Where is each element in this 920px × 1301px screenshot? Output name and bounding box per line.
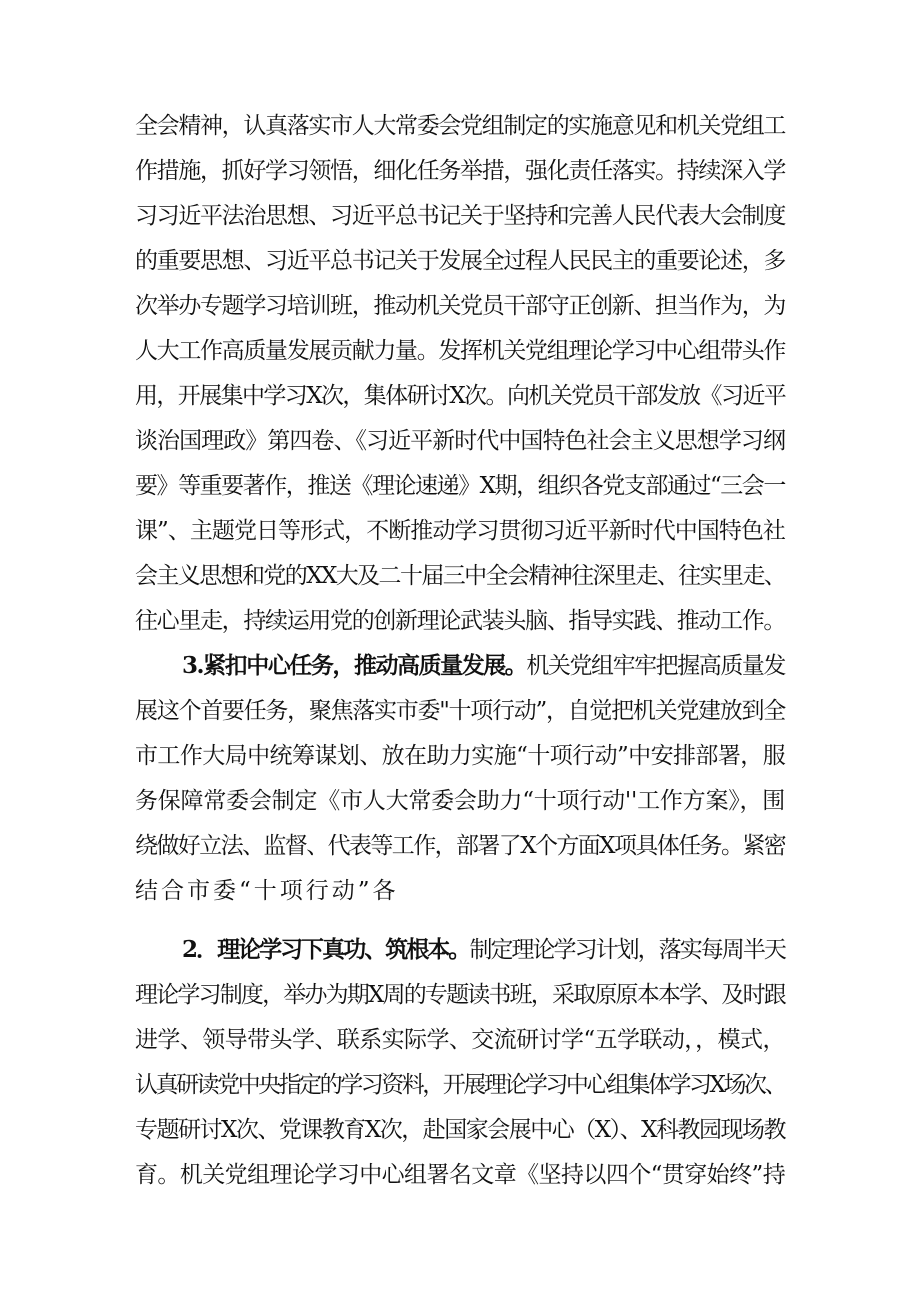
paragraph-1-line-9	[0, 464, 920, 508]
paragraph-3-line-2	[0, 973, 920, 1017]
line-text: 育。机关党组理论学习中心组署名文章《坚持以四个“贯穿始终”持	[135, 1162, 786, 1188]
line-text: 专题研讨X次、党课教育X次，赴国家会展中心（X）、X科教园现场教	[135, 1117, 785, 1143]
paragraph-1-line-12	[0, 599, 920, 643]
paragraph-1-line-11	[0, 554, 920, 598]
line-text: 要》等重要著作，推送《理论速递》X期，组织各党支部通过“三会一	[135, 473, 785, 499]
line-text: 谈治国理政》第四卷、《习近平新时代中国特色社会主义思想学习纲	[135, 428, 786, 454]
line-text: 认真研读党中央指定的学习资料，开展理论学习中心组集体学习X场次、	[135, 1072, 786, 1098]
paragraph-2-line-2	[0, 689, 920, 733]
section-heading-2: 2．理论学习下真功、筑根本。	[182, 936, 470, 963]
paragraph-3-line-5	[0, 1108, 920, 1152]
line-text: 机关党组牢牢把握高质量发	[526, 653, 785, 679]
line-text: 理论学习制度，举办为期X周的专题读书班，采取原原本本学、及时跟	[135, 982, 785, 1008]
paragraph-1-line-10	[0, 509, 920, 553]
paragraph-2-line-5	[0, 824, 920, 868]
line-text: 绕做好立法、监督、代表等工作，部署了X个方面X项具体任务。紧密	[135, 833, 786, 859]
paragraph-3-line-1	[0, 928, 920, 972]
line-text: 用，开展集中学习X次，集体研讨X次。向机关党员干部发放《习近平	[135, 383, 786, 409]
line-text: 进学、领导带头学、联系实际学、交流研讨学“五学联动，，模式，	[135, 1027, 785, 1053]
line-text: 的重要思想、习近平总书记关于发展全过程人民民主的重要论述，多	[135, 248, 786, 274]
paragraph-3-line-4	[0, 1063, 920, 1107]
line-text: 次举办专题学习培训班，推动机关党员干部守正创新、担当作为，为	[135, 293, 786, 319]
section-heading-3: 3.紧扣中心任务，推动高质量发展。	[182, 652, 527, 679]
line-text: 市工作大局中统筹谋划、放在助力实施“十项行动”中安排部署，服	[135, 743, 786, 769]
paragraph-1-line-6	[0, 329, 920, 373]
paragraph-1-line-2	[0, 149, 920, 193]
paragraph-1-line-8	[0, 419, 920, 463]
line-text: 全会精神，认真落实市人大常委会党组制定的实施意见和机关党组工	[135, 113, 786, 139]
line-text: 人大工作高质量发展贡献力量。发挥机关党组理论学习中心组带头作	[135, 338, 786, 364]
paragraph-1-line-7	[0, 374, 920, 418]
paragraph-1-line-5	[0, 284, 920, 328]
paragraph-2-line-6	[0, 869, 920, 913]
paragraph-2-line-4	[0, 779, 920, 823]
line-text: 务保障常委会制定《市人大常委会助力“十项行动''工作方案》，围	[135, 788, 786, 814]
paragraph-1-line-3	[0, 194, 920, 238]
line-text: 制定理论学习计划，落实每周半天	[469, 937, 785, 963]
paragraph-3-line-6	[0, 1153, 920, 1197]
line-text: 往心里走，持续运用党的创新理论武装头脑、指导实践、推动工作。	[135, 608, 786, 634]
line-text: 课”、主题党日等形式，不断推动学习贯彻习近平新时代中国特色社	[135, 518, 785, 544]
paragraph-1-line-4	[0, 239, 920, 283]
line-text: 展这个首要任务，聚焦落实市委"十项行动”，自觉把机关党建放到全	[135, 698, 785, 724]
paragraph-2-line-1	[0, 644, 920, 688]
paragraph-2-line-3	[0, 734, 920, 778]
paragraph-1-line-1	[0, 104, 920, 148]
paragraph-3-line-3	[0, 1018, 920, 1062]
line-text: 结合市委“十项行动”各	[135, 878, 399, 904]
line-text: 作措施，抓好学习领悟，细化任务举措，强化责任落实。持续深入学	[135, 158, 786, 184]
line-text: 习习近平法治思想、习近平总书记关于坚持和完善人民代表大会制度	[135, 203, 786, 229]
line-text: 会主义思想和党的XX大及二十届三中全会精神往深里走、往实里走、	[135, 563, 786, 589]
